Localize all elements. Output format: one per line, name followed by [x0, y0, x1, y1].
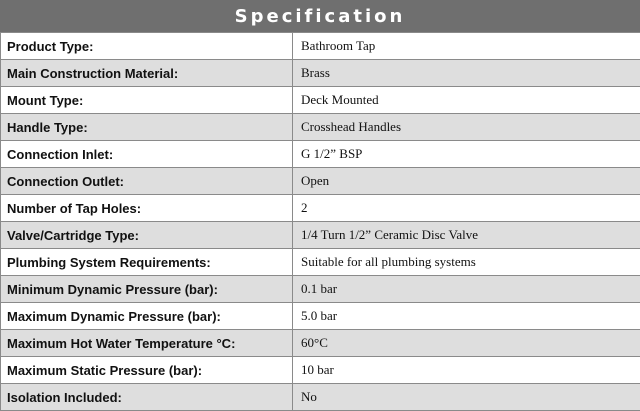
spec-label: Plumbing System Requirements:	[1, 249, 293, 276]
spec-value: Bathroom Tap	[293, 33, 640, 60]
table-row	[1, 33, 640, 60]
table-row	[1, 87, 640, 114]
table-row	[1, 168, 640, 195]
table-row	[1, 195, 640, 222]
spec-value: 5.0 bar	[293, 303, 640, 330]
spec-value: 0.1 bar	[293, 276, 640, 303]
table-row	[1, 222, 640, 249]
spec-value: Brass	[293, 60, 640, 87]
spec-label: Main Construction Material:	[1, 60, 293, 87]
spec-value: Open	[293, 168, 640, 195]
spec-value: 10 bar	[293, 357, 640, 384]
spec-label: Maximum Dynamic Pressure (bar):	[1, 303, 293, 330]
table-row	[1, 276, 640, 303]
spec-value: Crosshead Handles	[293, 114, 640, 141]
spec-value: Deck Mounted	[293, 87, 640, 114]
spec-label: Minimum Dynamic Pressure (bar):	[1, 276, 293, 303]
table-row	[1, 303, 640, 330]
spec-label: Maximum Static Pressure (bar):	[1, 357, 293, 384]
table-row	[1, 384, 640, 411]
table-row	[1, 114, 640, 141]
spec-value: 1/4 Turn 1/2” Ceramic Disc Valve	[293, 222, 640, 249]
spec-label: Maximum Hot Water Temperature °C:	[1, 330, 293, 357]
spec-label: Product Type:	[1, 33, 293, 60]
spec-value: 60°C	[293, 330, 640, 357]
spec-label: Handle Type:	[1, 114, 293, 141]
spec-value: 2	[293, 195, 640, 222]
spec-value: No	[293, 384, 640, 411]
spec-label: Valve/Cartridge Type:	[1, 222, 293, 249]
table-row	[1, 141, 640, 168]
table-row	[1, 330, 640, 357]
spec-label: Number of Tap Holes:	[1, 195, 293, 222]
specification-title: Specification	[0, 0, 640, 32]
table-row	[1, 249, 640, 276]
specification-table	[0, 32, 640, 411]
table-row	[1, 357, 640, 384]
spec-label: Connection Inlet:	[1, 141, 293, 168]
table-row	[1, 60, 640, 87]
spec-label: Mount Type:	[1, 87, 293, 114]
spec-label: Connection Outlet:	[1, 168, 293, 195]
spec-label: Isolation Included:	[1, 384, 293, 411]
spec-value: G 1/2” BSP	[293, 141, 640, 168]
spec-value: Suitable for all plumbing systems	[293, 249, 640, 276]
